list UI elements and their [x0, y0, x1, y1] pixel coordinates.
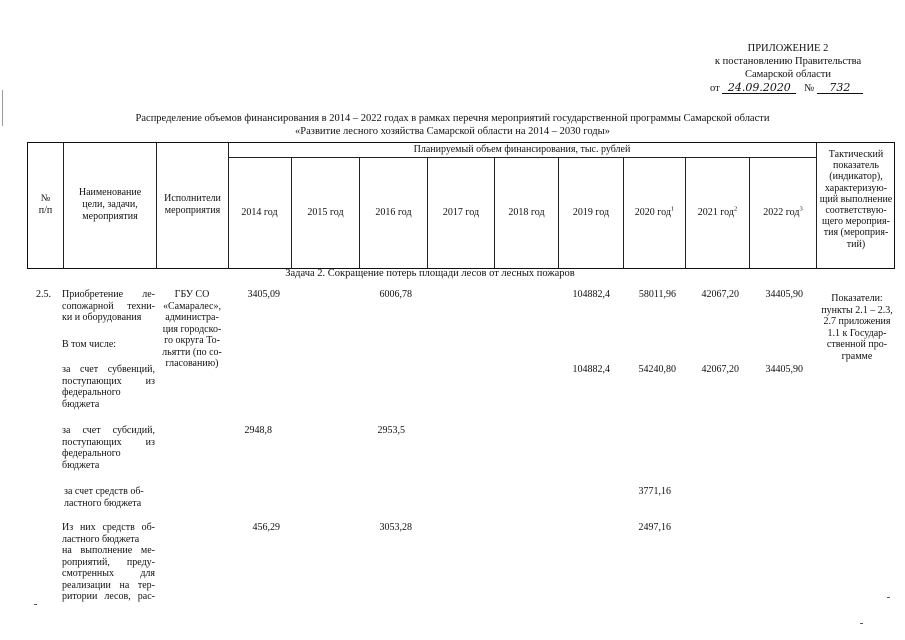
scan-speck: [34, 604, 37, 605]
item-value-2019: 104882,4: [572, 289, 610, 300]
header-year-2022: 2022 год$^3$: [763, 205, 803, 218]
subrow-4-value-2014: 456,29: [252, 522, 280, 533]
handwritten-number: 732: [817, 82, 863, 94]
header-planned-financing: Планируемый объем финансирования, тыс. рублей: [413, 144, 631, 155]
appendix-resolution: к постановлению Правительства: [714, 56, 862, 67]
header-year-2015: 2015 год: [307, 206, 344, 218]
task-heading: Задача 2. Сокращение потерь площади лесов от лесных пожаров: [285, 268, 575, 279]
subrow-1-value-2021: 42067,20: [701, 364, 739, 375]
document-title: [40, 112, 865, 138]
scan-speck: [860, 623, 863, 624]
header-year-2021: 2021 год$^2$: [697, 205, 738, 218]
subrow-1-value-2020: 54240,80: [638, 364, 676, 375]
header-name: Наименование цели, задачи, мероприятия: [78, 187, 142, 222]
subrow-regional-budget-label: за счет средств об- ластного бюджета: [64, 486, 144, 509]
scan-speck: [887, 597, 890, 598]
subrow-of-which-label: Из них средств об- ластного бюджета на выполнение ме- роприятий, преду- смотренных для реализации на тер- ритории лесов, рас-: [62, 522, 155, 602]
scan-edge-mark: [2, 90, 3, 126]
item-value-2016: 6006,78: [379, 289, 412, 300]
subrow-4-value-2020: 2497,16: [638, 522, 671, 533]
header-indicator: Тактический показатель (индикатор), характеризую- щий выполнение соответствую- щего мероприя- тия (мероприя- тий): [819, 149, 893, 250]
header-year-2014: 2014 год: [241, 206, 278, 218]
number-sign: №: [804, 83, 815, 94]
item-executors: ГБУ СО «Самаралес», администра- ция городско- го округа То- льятти (по со- гласованию): [162, 289, 222, 369]
title-line-1: Распределение объемов финансирования в 2014 – 2022 годах в рамках перечня мероприятий государственной программы Самарской области: [135, 113, 770, 124]
subrow-1-value-2022: 34405,90: [765, 364, 803, 375]
subrow-3-value-2020: 3771,16: [638, 486, 671, 497]
header-year-2016: 2016 год: [375, 206, 412, 218]
item-number: 2.5.: [36, 289, 51, 300]
appendix-block: [688, 42, 888, 95]
appendix-title: ПРИЛОЖЕНИЕ 2: [747, 43, 829, 54]
handwritten-date: 24.09.2020: [722, 82, 796, 94]
header-executors: Исполнители мероприятия: [164, 193, 221, 216]
header-year-2019: 2019 год: [572, 206, 610, 218]
from-label: от: [710, 83, 720, 94]
subrow-4-value-2016: 3053,28: [379, 522, 412, 533]
in-total-label: В том числе:: [62, 339, 117, 350]
appendix-date-line: [688, 82, 888, 95]
item-value-2021: 42067,20: [701, 289, 739, 300]
item-value-2020: 58011,96: [638, 289, 676, 300]
header-year-2018: 2018 год: [508, 206, 545, 218]
header-num: № п/п: [38, 193, 53, 216]
subrow-2-value-2014: 2948,8: [244, 425, 272, 436]
appendix-region: Самарской области: [745, 69, 831, 80]
subrow-1-value-2019: 104882,4: [572, 364, 610, 375]
subrow-federal-subsidies-label: за счет субсидий, поступающих из федерального бюджета: [62, 425, 155, 471]
subrow-2-value-2016: 2953,5: [377, 425, 405, 436]
item-value-2014: 3405,09: [247, 289, 280, 300]
title-line-2: «Развитие лесного хозяйства Самарской области на 2014 – 2030 годы»: [295, 126, 610, 137]
header-year-2020: 2020 год$^1$: [634, 205, 675, 218]
table-header: [27, 142, 895, 269]
item-value-2022: 34405,90: [765, 289, 803, 300]
subrow-federal-subventions-label: за счет субвенций, поступающих из федерального бюджета: [62, 364, 155, 410]
header-year-2017: 2017 год: [442, 206, 480, 218]
item-indicator: Показатели: пункты 2.1 – 2.3, 2.7 приложения 1.1 к Государ- ственной про- грамме: [821, 293, 893, 362]
item-name: Приобретение ле- сопожарной техни- ки и оборудования: [62, 289, 155, 323]
